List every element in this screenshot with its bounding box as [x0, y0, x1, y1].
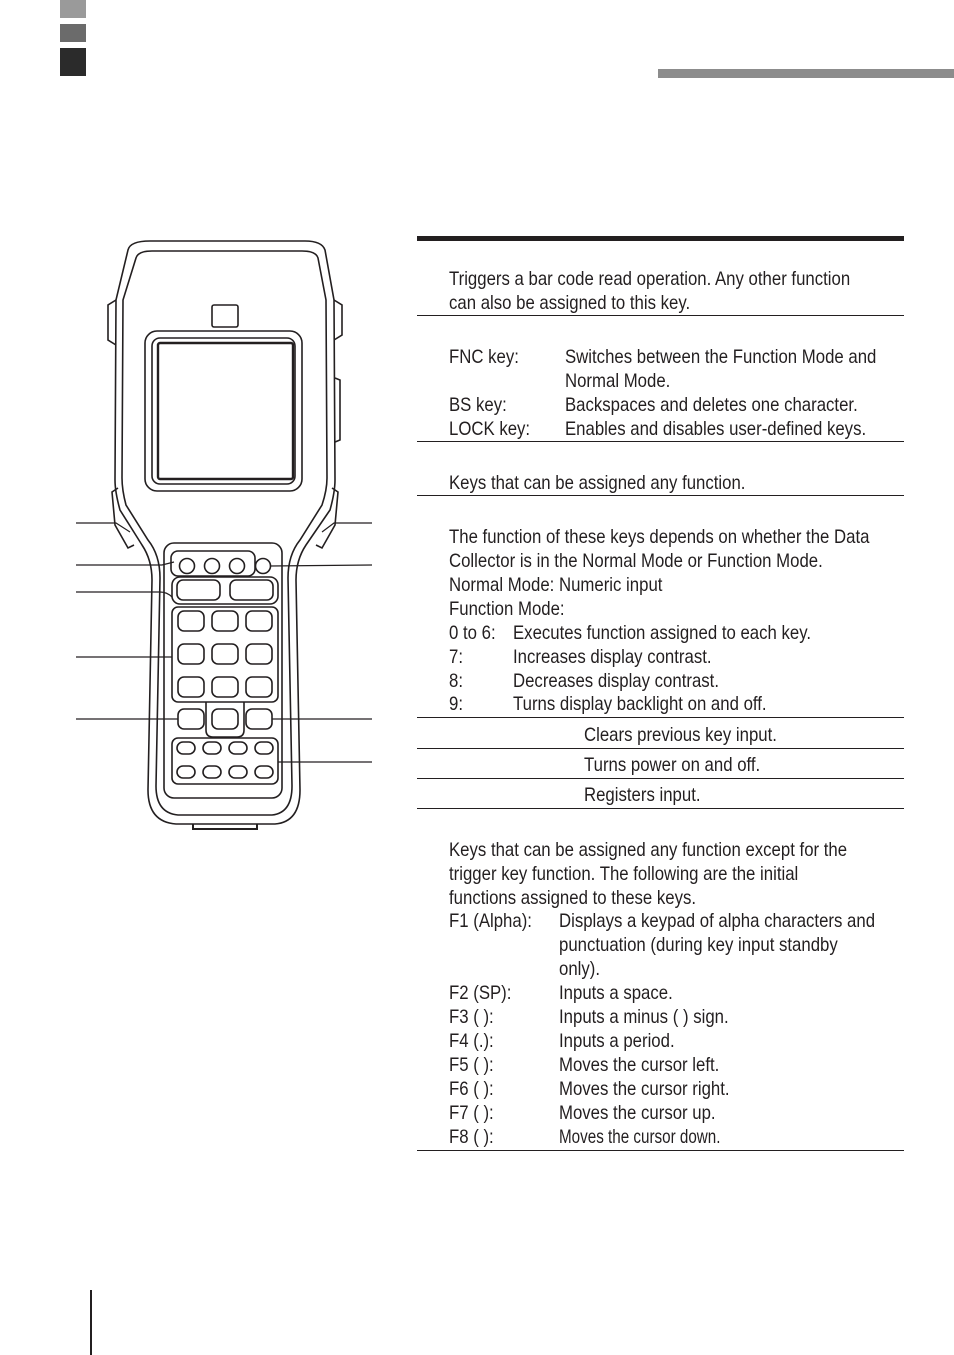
f-key-desc: Moves the cursor down.: [559, 1126, 721, 1148]
leader-line-trigger-right: [322, 523, 372, 532]
keypad-frame: [164, 543, 282, 798]
f-key-label: F2 (SP):: [449, 982, 512, 1004]
leader-line-user-keys: [76, 592, 172, 597]
user-key: [177, 580, 220, 600]
page-margin-line: [90, 1290, 92, 1355]
trigger-left: [112, 488, 134, 548]
f-key: [255, 766, 273, 778]
power-key: [256, 559, 271, 574]
device-inner-body: [122, 251, 327, 815]
scanner-window: [212, 305, 238, 327]
f-key-label: F7 ( ):: [449, 1102, 494, 1124]
f-key-desc: Inputs a space.: [559, 982, 673, 1004]
bs-key-label: BS key:: [449, 394, 507, 416]
chapter-tab-light: [60, 0, 86, 18]
table-bottom-rule: [417, 1150, 904, 1151]
f-key: [229, 742, 247, 754]
screen-bezel-inner: [152, 338, 295, 484]
leader-line-power: [270, 565, 372, 566]
f-key: [229, 766, 247, 778]
f-key-desc: Moves the cursor right.: [559, 1078, 730, 1100]
side-button-right-top: [334, 300, 342, 340]
screen-bezel: [145, 331, 302, 491]
lock-key-desc: Enables and disables user-defined keys.: [565, 418, 867, 440]
lock-key-label: LOCK key:: [449, 418, 531, 440]
fnc-key-desc-line2: Normal Mode.: [565, 370, 671, 392]
side-button-right-mid: [335, 378, 340, 442]
numeric-key: [178, 677, 204, 697]
numeric-item-key: 0 to 6:: [449, 622, 496, 644]
function-key: [180, 559, 195, 574]
f-key-desc: Inputs a period.: [559, 1030, 675, 1052]
numeric-item-key: 8:: [449, 670, 463, 692]
numeric-item-key: 9:: [449, 693, 463, 715]
row-divider: [417, 778, 904, 779]
f-key-desc: Moves the cursor left.: [559, 1054, 720, 1076]
f-key-desc: punctuation (during key input standby: [559, 934, 838, 956]
numeric-key: [246, 677, 272, 697]
f-keys-desc-line2: trigger key function. The following are the initial: [449, 863, 799, 885]
f-key: [177, 742, 195, 754]
f-key: [255, 742, 273, 754]
numeric-desc-line3: Normal Mode: Numeric input: [449, 574, 663, 596]
row-divider: [417, 315, 904, 316]
chapter-tab-dark: [60, 48, 86, 76]
leader-line-trigger-left: [76, 523, 130, 532]
row-divider: [417, 441, 904, 442]
numeric-desc-line4: Function Mode:: [449, 598, 565, 620]
f-key-label: F6 ( ):: [449, 1078, 494, 1100]
numeric-key: [178, 611, 204, 631]
f-keys-group: [172, 738, 278, 784]
table-top-rule: [417, 236, 904, 241]
numeric-item-desc: Turns display backlight on and off.: [513, 693, 767, 715]
f-keys-desc-line1: Keys that can be assigned any function except for the: [449, 839, 848, 861]
row-divider: [417, 717, 904, 718]
side-button-left-top: [108, 300, 116, 345]
display-screen: [158, 343, 293, 479]
numeric-desc-line2: Collector is in the Normal Mode or Function Mode.: [449, 550, 823, 572]
enter-key-desc: Registers input.: [584, 784, 701, 806]
fnc-key-label: FNC key:: [449, 346, 519, 368]
row-divider: [417, 495, 904, 496]
power-key-desc: Turns power on and off.: [584, 754, 761, 776]
clear-key-desc: Clears previous key input.: [584, 724, 777, 746]
numeric-key: [246, 611, 272, 631]
row-divider: [417, 748, 904, 749]
numeric-key: [246, 644, 272, 664]
function-key: [205, 559, 220, 574]
numeric-item-desc: Decreases display contrast.: [513, 670, 719, 692]
f-key: [203, 742, 221, 754]
f-key: [177, 766, 195, 778]
trigger-desc-line2: can also be assigned to this key.: [449, 292, 691, 314]
numeric-key: [212, 677, 238, 697]
f-key-desc: Inputs a minus ( ) sign.: [559, 1006, 729, 1028]
numeric-key: [212, 644, 238, 664]
f-key-label: F5 ( ):: [449, 1054, 494, 1076]
numeric-keys-group: [172, 607, 278, 702]
f-key-label: F4 (.):: [449, 1030, 494, 1052]
f-key-label: F3 ( ):: [449, 1006, 494, 1028]
f-keys-desc-line3: functions assigned to these keys.: [449, 887, 697, 909]
numeric-item-desc: Executes function assigned to each key.: [513, 622, 812, 644]
numeric-desc-line1: The function of these keys depends on whether the Data: [449, 526, 870, 548]
trigger-desc-line1: Triggers a bar code read operation. Any other function: [449, 268, 851, 290]
f-key-label: F8 ( ):: [449, 1126, 494, 1148]
user-keys-desc: Keys that can be assigned any function.: [449, 472, 746, 494]
numeric-key: [212, 611, 238, 631]
f-key-desc: Displays a keypad of alpha characters and: [559, 910, 876, 932]
header-bar: [658, 69, 954, 78]
f-key-desc: only).: [559, 958, 601, 980]
numeric-key: [178, 644, 204, 664]
chapter-tab-medium: [60, 24, 86, 42]
enter-key: [246, 709, 272, 729]
fnc-key-desc-line1: Switches between the Function Mode and: [565, 346, 877, 368]
data-collector-illustration: [76, 238, 376, 830]
f-key: [203, 766, 221, 778]
f-key-desc: Moves the cursor up.: [559, 1102, 716, 1124]
user-key: [230, 580, 273, 600]
row-divider: [417, 808, 904, 809]
f-key-label: F1 (Alpha):: [449, 910, 532, 932]
clear-key: [178, 709, 204, 729]
trigger-right: [316, 488, 338, 548]
numeric-item-desc: Increases display contrast.: [513, 646, 712, 668]
bs-key-desc: Backspaces and deletes one character.: [565, 394, 858, 416]
function-key: [230, 559, 245, 574]
numeric-item-key: 7:: [449, 646, 463, 668]
zero-key: [212, 709, 238, 729]
